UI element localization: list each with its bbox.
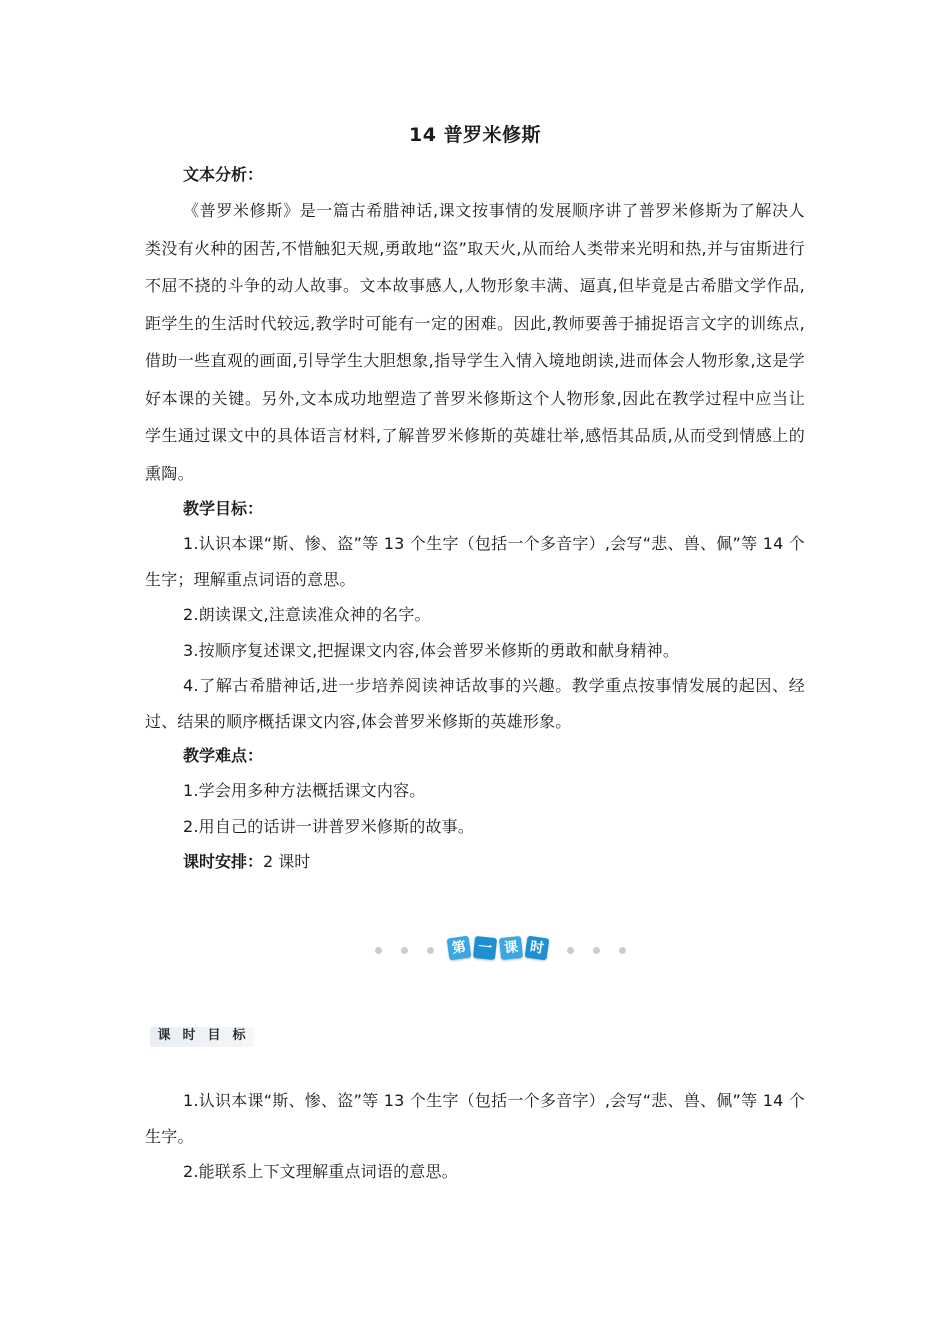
section-tag-char: 目 xyxy=(207,1028,221,1043)
teaching-goal-item-1: 1.认识本课“斯、惨、盗”等 13 个生字（包括一个多音字）,会写“悲、兽、佩”等 14 个生字；理解重点词语的意思。 xyxy=(145,534,805,589)
lesson-badge-char: 课 xyxy=(499,936,523,960)
lesson-goals-content xyxy=(145,1083,805,1190)
schedule-line xyxy=(145,844,805,880)
section-tag-char: 时 xyxy=(182,1028,196,1043)
banner-dot xyxy=(375,947,382,954)
lesson-goal-item-1: 1.认识本课“斯、惨、盗”等 13 个生字（包括一个多音字）,会写“悲、兽、佩”等 14 个生字。 xyxy=(145,1091,805,1146)
banner-dot xyxy=(401,947,408,954)
lesson-badge-group xyxy=(448,933,552,967)
section-tag-char: 标 xyxy=(232,1028,246,1043)
teaching-goal-item-4: 4.了解古希腊神话,进一步培养阅读神话故事的兴趣。教学重点按事情发展的起因、经过、结果的顺序概括课文内容,体会普罗米修斯的英雄形象。 xyxy=(145,676,805,731)
lesson-badge-char: 一 xyxy=(473,936,497,960)
banner-dot xyxy=(567,947,574,954)
teaching-goals-heading: 教学目标： xyxy=(183,499,264,518)
lesson-badge-char: 第 xyxy=(447,936,472,961)
teaching-difficulty-item-2: 2.用自己的话讲一讲普罗米修斯的故事。 xyxy=(183,816,475,836)
teaching-goal-item-3: 3.按顺序复述课文,把握课文内容,体会普罗米修斯的勇敢和献身精神。 xyxy=(183,640,680,660)
text-analysis-paragraph: 《普罗米修斯》是一篇古希腊神话,课文按事情的发展顺序讲了普罗米修斯为了解决人类没有火种的困苦,不惜触犯天规,勇敢地“盗”取天火,从而给人类带来光明和热,并与宙斯进行不屈不挠的斗争的动人故事。文本故事感人,人物形象丰满、逼真,但毕竟是古希腊文学作品,距学生的生活时代较远,教学时可能有一定的困难。因此,教师要善于捕捉语言文字的训练点,借助一些直观的画面,引导学生大胆想象,指导学生入情入境地朗读,进而体会人物形象,这是学好本课的关键。另外,文本成功地塑造了普罗米修斯这个人物形象,因此在教学过程中应当让学生通过课文中的具体语言材料,了解普罗米修斯的英雄壮举,感悟其品质,从而受到情感上的熏陶。 xyxy=(145,201,805,483)
banner-dot xyxy=(593,947,600,954)
banner-dot xyxy=(619,947,626,954)
teaching-difficulties-heading: 教学难点： xyxy=(183,746,264,765)
teaching-difficulty-item-1: 1.学会用多种方法概括课文内容。 xyxy=(183,781,426,800)
lesson-goal-item-2: 2.能联系上下文理解重点词语的意思。 xyxy=(183,1162,458,1181)
page-title: 14 普罗米修斯 xyxy=(408,124,542,146)
lesson-banner xyxy=(370,930,635,970)
teaching-goal-item-2: 2.朗读课文,注意读准众神的名字。 xyxy=(183,605,431,624)
schedule-value: 2 课时 xyxy=(263,852,311,871)
section-tag-lesson-goals xyxy=(150,1023,254,1049)
text-analysis-heading: 文本分析： xyxy=(183,165,264,184)
schedule-label: 课时安排： xyxy=(183,852,264,871)
lesson-badge-char: 时 xyxy=(525,936,550,961)
main-content xyxy=(145,118,805,880)
section-tag-char: 课 xyxy=(157,1028,171,1043)
banner-dot xyxy=(427,947,434,954)
